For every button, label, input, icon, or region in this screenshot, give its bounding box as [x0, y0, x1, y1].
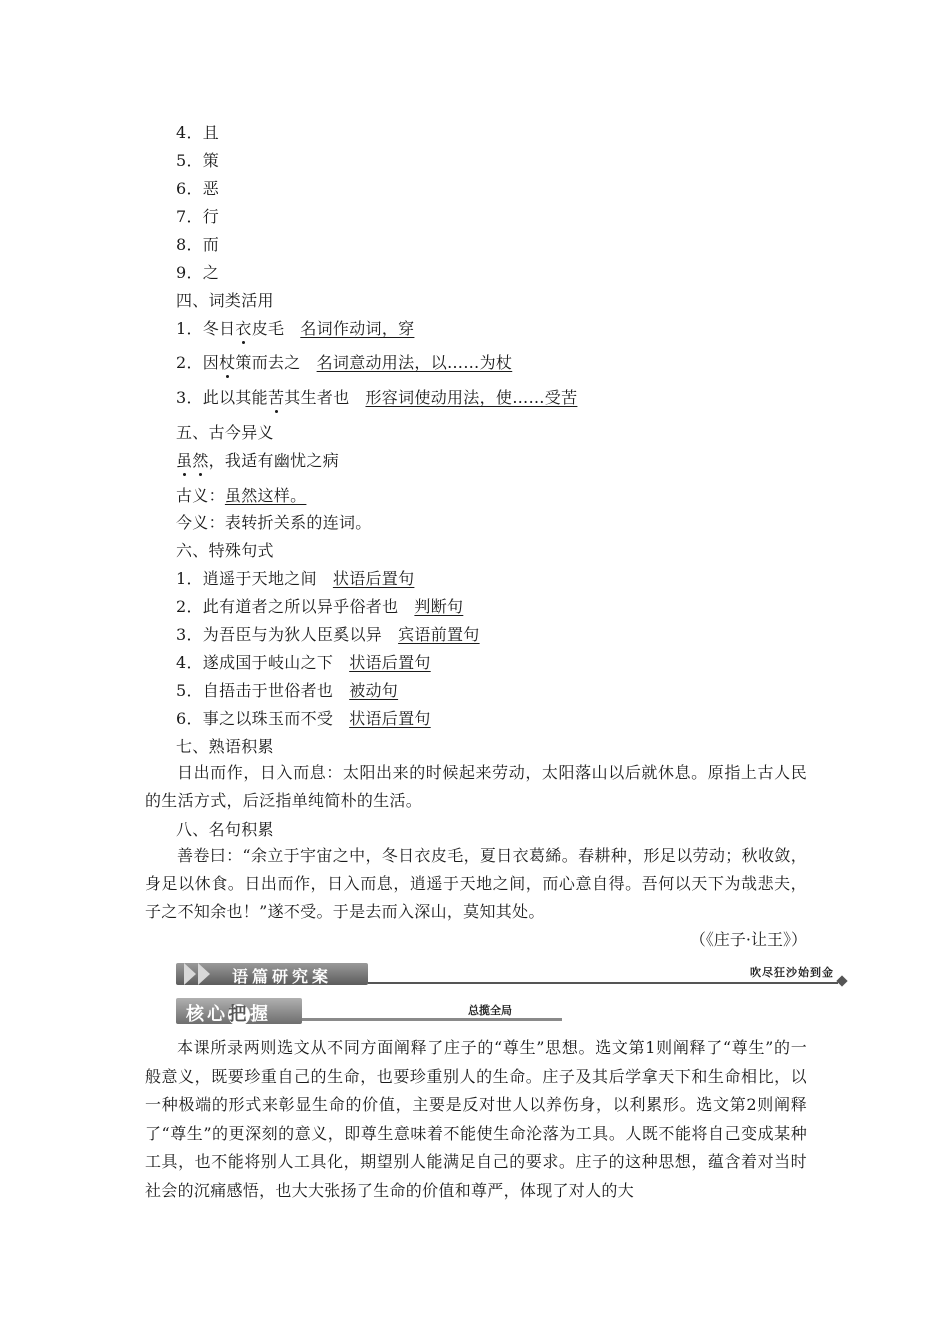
list-item: 8．而	[176, 235, 220, 254]
emphasis-char: 虽	[176, 451, 193, 470]
label: 古义：	[176, 486, 225, 505]
analysis-paragraph: 本课所录两则选文从不同方面阐释了庄子的“尊生”思想。选文第1则阐释了“尊生”的一般意义，既要珍重自己的生命，也要珍重别人的生命。庄子及其后学拿天下和生命相比，以一种极端的形式来彰显生命的价值，主要是反对世人以养伤身，以利累形。选文第2则阐释了“尊生”的更深刻的意义，即尊生意味着不能使生命沦落为工具。人既不能将自己变成某种工具，也不能将别人工具化，期望别人能满足自己的要求。庄子的这种思想，蕴含着对当时社会的沉痛感悟，也大大张扬了生命的价值和尊严，体现了对人的大	[145, 1038, 807, 1200]
section-heading: 六、特殊句式	[176, 541, 274, 560]
answer-text: 形容词使动用法，使……受苦	[365, 388, 578, 407]
section-heading: 五、古今异义	[176, 423, 274, 442]
list-item: 6．恶	[176, 179, 220, 198]
modern-meaning: 今义：表转折关系的连词。	[176, 513, 372, 532]
sub-banner-title: 核心把握	[186, 1004, 271, 1025]
quote-source: （《庄子·让王》）	[689, 930, 807, 949]
item-text: 2．因	[176, 353, 220, 372]
banner-rule	[368, 982, 838, 984]
sentence-item: 1．逍遥于天地之间 状语后置句	[176, 569, 415, 588]
section-heading: 八、名句积累	[176, 820, 274, 839]
sub-banner-rule	[302, 1018, 562, 1021]
example-phrase	[176, 451, 339, 471]
item-text: 1．冬日	[176, 319, 236, 338]
banner-tag: 吹尽狂沙始到金	[750, 966, 834, 979]
item-text: 策而去之	[235, 353, 301, 372]
emphasis-char: 苦	[267, 388, 285, 407]
item-text: 皮毛	[251, 319, 285, 338]
phrase-text: ，我适有幽忧之病	[208, 451, 340, 470]
sentence-item: 6．事之以珠玉而不受 状语后置句	[176, 709, 431, 728]
section-heading: 四、词类活用	[176, 291, 274, 310]
section-banner	[176, 960, 846, 988]
chevron-icon	[184, 963, 196, 985]
answer-text: 状语后置句	[332, 569, 415, 588]
item-text: 其生者也	[284, 388, 350, 407]
chevron-icon	[198, 963, 210, 985]
list-item: 5．策	[176, 151, 220, 170]
usage-item	[176, 353, 512, 373]
sub-banner	[176, 998, 566, 1026]
answer-text: 宾语前置句	[398, 625, 480, 644]
quote-paragraph: 善卷曰：“余立于宇宙之中，冬日衣皮毛，夏日衣葛絺。春耕种，形足以劳动；秋收敛，身足以休食。日出而作，日入而息，逍遥于天地之间，而心意自得。吾何以天下为哉悲夫，子之不知余也！”遂不受。于是去而入深山，莫知其处。	[145, 846, 807, 921]
emphasis-char: 杖	[219, 353, 236, 372]
answer-text: 被动句	[349, 681, 399, 700]
sentence-item: 3．为吾臣与为狄人臣奚以异 宾语前置句	[176, 625, 480, 644]
answer-text: 虽然这样。	[224, 486, 307, 505]
ancient-meaning	[176, 486, 306, 506]
banner-title: 语篇研究案	[232, 967, 333, 986]
usage-item	[176, 388, 577, 408]
diamond-icon	[836, 975, 847, 986]
emphasis-char: 衣	[235, 319, 252, 338]
emphasis-char: 然	[192, 451, 209, 470]
answer-text: 名词意动用法，以……为杖	[316, 353, 513, 372]
section-heading: 七、熟语积累	[176, 737, 274, 756]
answer-text: 状语后置句	[349, 653, 431, 672]
answer-text: 名词作动词，穿	[300, 319, 415, 338]
sub-banner-tag: 总揽全局	[468, 1004, 512, 1017]
circled-char: 把	[228, 1004, 250, 1025]
item-text: 3．此以其能	[176, 388, 268, 407]
list-item: 9．之	[176, 263, 220, 282]
idiom-paragraph: 日出而作，日入而息：太阳出来的时候起来劳动，太阳落山以后就休息。原指上古人民的生活方式，后泛指单纯简朴的生活。	[145, 763, 807, 810]
list-item: 4．且	[176, 123, 220, 142]
sentence-item: 5．自捂击于世俗者也 被动句	[176, 681, 399, 700]
sentence-item: 4．遂成国于岐山之下 状语后置句	[176, 653, 431, 672]
usage-item	[176, 319, 414, 339]
answer-text: 状语后置句	[349, 709, 431, 728]
sentence-item: 2．此有道者之所以异乎俗者也 判断句	[176, 597, 464, 616]
answer-text: 判断句	[414, 597, 464, 616]
list-item: 7．行	[176, 207, 220, 226]
